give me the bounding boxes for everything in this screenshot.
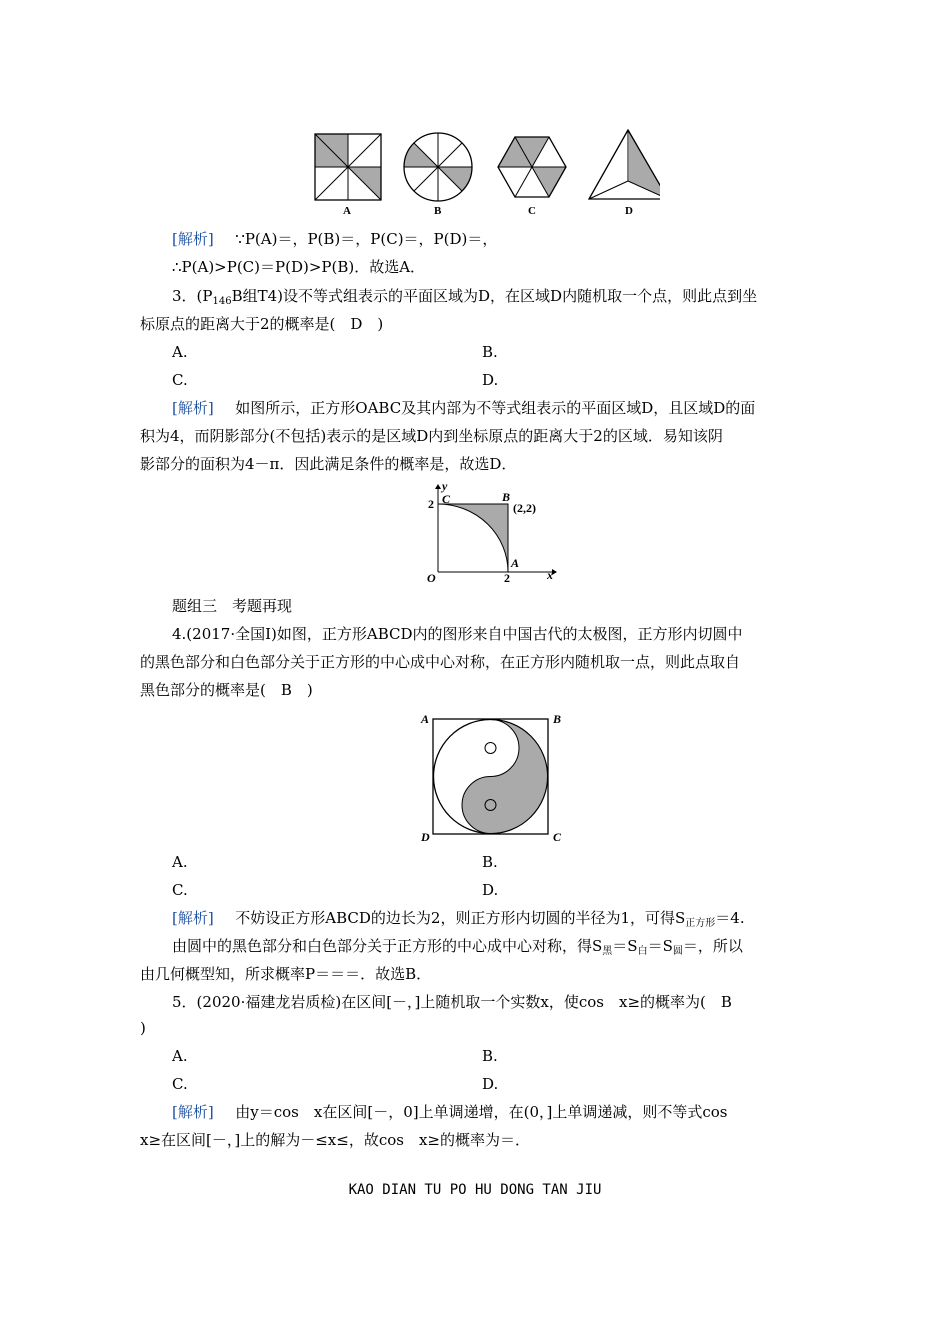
- point-c-label: C: [442, 492, 451, 506]
- figure-label-d: D: [625, 205, 633, 217]
- figure-label-b: B: [434, 205, 442, 217]
- figure-label-a: A: [343, 205, 351, 217]
- section-title: 题组三 考题再现: [172, 597, 293, 615]
- q5-solution-line1: [解析] 由y＝cos x在区间[－，0]上单调递增，在(0，]上单调递减，则不等式cos: [172, 1103, 728, 1121]
- y-tick-label: 2: [428, 497, 434, 511]
- q5-option-b: B.: [482, 1047, 498, 1065]
- solution-tag: [解析]: [172, 1103, 214, 1121]
- figure-b-circle: [404, 133, 472, 201]
- q3-solution-line1: [解析] 如图所示，正方形OABC及其内部为不等式组表示的平面区域D，且区域D的面: [172, 399, 756, 417]
- q4-solution-line1: [解析] 不妨设正方形ABCD的边长为2，则正方形内切圆的半径为1，可得$S_{正方形}=4$.: [172, 909, 745, 929]
- figure-label-c: C: [528, 205, 536, 217]
- x-axis-label: x: [547, 568, 553, 582]
- taiji-square-svg: [418, 708, 568, 848]
- q5-option-d: D.: [482, 1075, 499, 1093]
- q5-line1: 5．(2020·福建龙岩质检)在区间[－，]上随机取一个实数x，使cos x≥的概率为( B: [172, 993, 732, 1011]
- point-b-coord: (2,2): [513, 501, 536, 515]
- q3-line1: 3．($P_{146}B$组T4)设不等式组表示的平面区域为D，在区域D内随机取一个点，则此点到坐: [172, 287, 758, 307]
- q3-option-c: C.: [172, 371, 188, 389]
- q4-option-b: B.: [482, 853, 498, 871]
- q2-solution-line1: [172, 229, 497, 249]
- figure-c-hexagon: [498, 137, 566, 197]
- q5-line2: ): [140, 1019, 146, 1037]
- solution-tag: [解析]: [172, 230, 214, 248]
- q3-option-b: B.: [482, 343, 498, 361]
- q3-option-a: A.: [172, 343, 188, 361]
- q4-option-a: A.: [172, 853, 188, 871]
- q4-option-c: C.: [172, 881, 188, 899]
- q5-solution-line2: x≥在区间[－，]上的解为－≤x≤，故cos x≥的概率为＝．: [140, 1131, 530, 1149]
- origin-label: O: [427, 571, 436, 585]
- x-tick-label: 2: [504, 571, 510, 585]
- corner-c-label: C: [553, 830, 562, 844]
- solution-tag: [解析]: [172, 399, 214, 417]
- corner-d-label: D: [421, 830, 430, 844]
- q5-option-a: A.: [172, 1047, 188, 1065]
- figure-d-triangle: [589, 130, 660, 199]
- q4-line3: 黑色部分的概率是( B ): [140, 681, 313, 699]
- q2-solution-line2: ∴P(A)>P(C)＝P(D)>P(B)．故选A．: [172, 258, 426, 276]
- corner-a-label: A: [421, 712, 430, 726]
- corner-b-label: B: [553, 712, 562, 726]
- q4-option-d: D.: [482, 881, 499, 899]
- four-shapes-figure: [300, 125, 660, 225]
- q4-solution-line3: 由几何概型知，所求概率P＝＝＝．故选B．: [140, 965, 432, 983]
- point-a-label: A: [511, 556, 520, 570]
- solution-tag: [解析]: [172, 909, 214, 927]
- q3-coordinate-graph: [420, 479, 570, 585]
- q3-line2: 标原点的距离大于2的概率是( D ): [140, 315, 384, 333]
- probability-figures: [300, 125, 660, 225]
- q4-solution-line2: 由圆中的黑色部分和白色部分关于正方形的中心成中心对称，得$S_黑=S_白=S_圆=$，所以: [172, 937, 743, 957]
- q5-option-c: C.: [172, 1075, 188, 1093]
- q4-line1: 4.(2017·全国Ⅰ)如图，正方形ABCD内的图形来自中国古代的太极图，正方形内切圆中: [172, 625, 743, 643]
- page-footer: KAO DIAN TU PO HU DONG TAN JIU: [348, 1182, 602, 1198]
- q3-solution-line2: 积为4，而阴影部分(不包括)表示的是区域D内到坐标原点的距离大于2的区域．易知该阴: [140, 427, 723, 445]
- q3-option-d: D.: [482, 371, 499, 389]
- y-axis-label: y: [442, 479, 448, 493]
- point-b-label: B: [502, 490, 511, 504]
- taiji-figure: [418, 708, 568, 848]
- figure-a-square: [315, 134, 381, 200]
- q4-line2: 的黑色部分和白色部分关于正方形的中心成中心对称，在正方形内随机取一点，则此点取自: [140, 653, 741, 671]
- q2-solution-text1: ∵P(A)＝，P(B)＝，P(C)＝，P(D)＝，: [235, 230, 498, 248]
- q3-solution-line3: 影部分的面积为4－π．因此满足条件的概率是，故选D．: [140, 455, 517, 473]
